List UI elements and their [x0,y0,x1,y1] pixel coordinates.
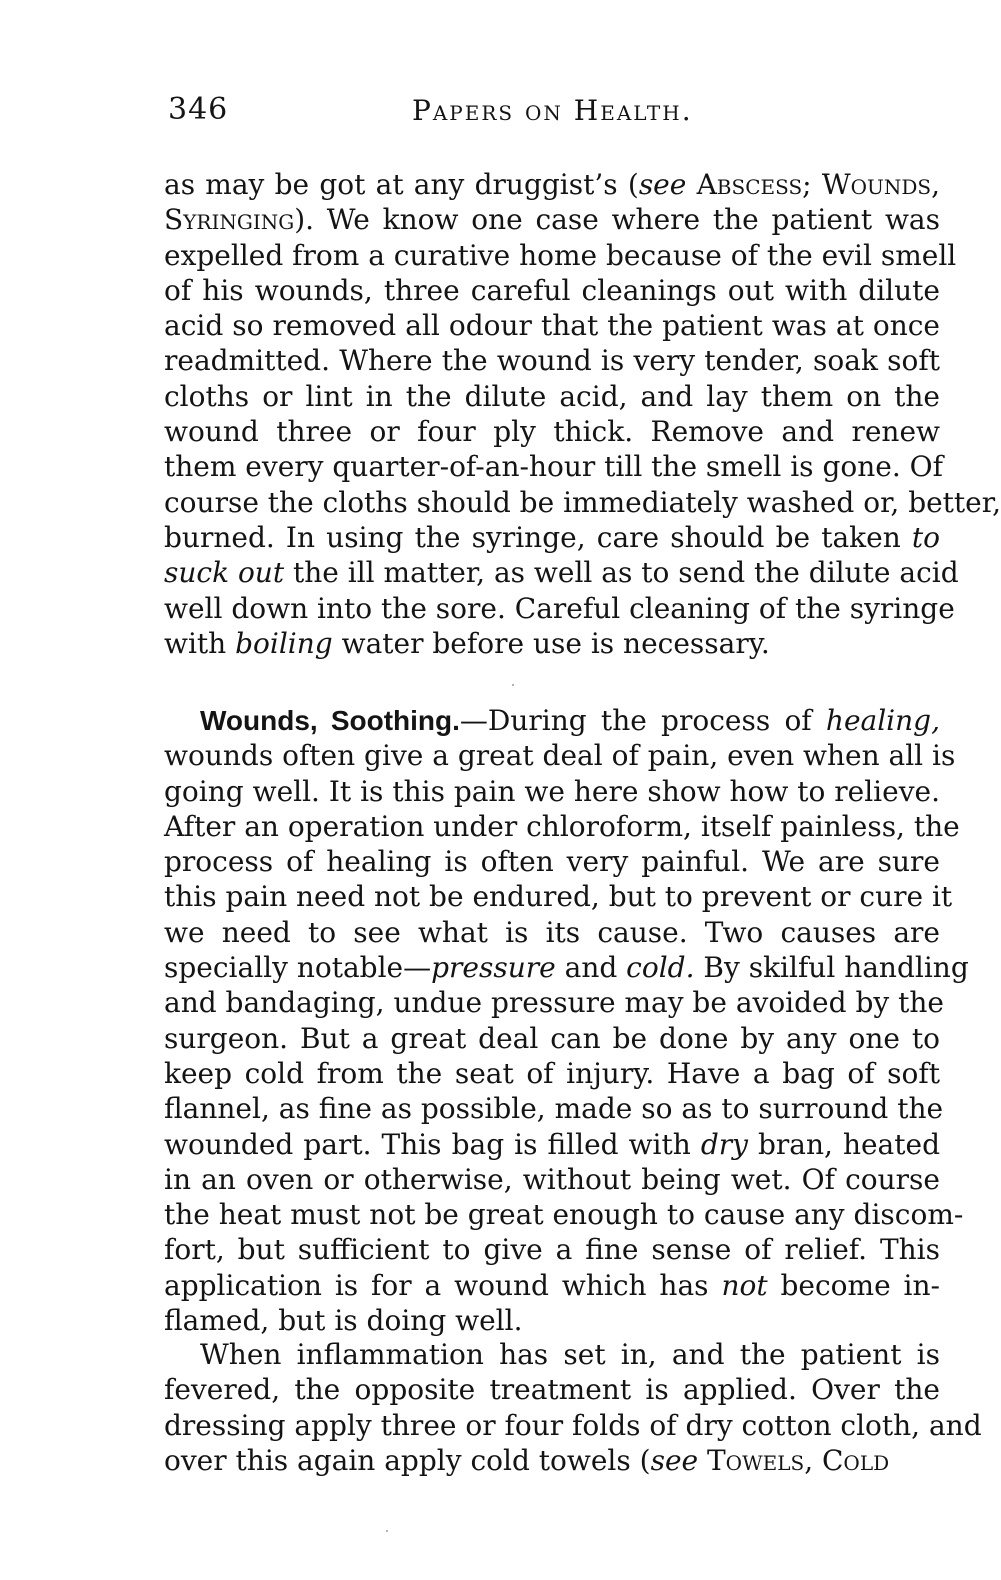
text-line [164,703,940,738]
text-line [164,844,940,879]
text-line [164,1337,940,1372]
text-line [164,591,955,626]
text-run: cold. [626,951,695,985]
text-run: ; [802,168,822,201]
text-run: the heat must not be great enough to cause any discom- [164,1198,964,1232]
text-line [164,879,953,914]
text-line [164,202,940,237]
text-run: and bandaging, undue pressure may be avoided by the [164,986,944,1020]
text-line [164,449,943,484]
text-run: flamed, but is doing well. [164,1304,523,1338]
text-line [164,1268,940,1303]
text-run: surgeon. But a great deal can be done by any one to [164,1021,940,1055]
text-run: acid so removed all odour that the patient was at once [164,309,940,343]
text-run: dry [700,1127,748,1161]
text-run: become in- [767,1268,940,1302]
text-line [164,1408,982,1443]
text-line [164,1091,944,1126]
text-line [164,915,940,950]
text-line [164,520,940,555]
text-run: and [555,951,627,985]
text-run: of his wounds, three careful cleanings out with dilute [164,273,940,307]
text-run: wound three or four ply thick. Remove and renew [164,415,940,449]
text-line [164,1443,940,1478]
text-run: see [650,1443,699,1477]
text-line [164,555,959,590]
text-run [698,1444,707,1477]
text-line [164,379,940,414]
text-run: When inflammation has set in, and the patient is [200,1338,940,1371]
text-run: we need to see what is its cause. Two causes are [164,915,940,949]
text-line [164,485,1001,520]
text-run: By skilful handling [694,951,969,985]
text-line [164,273,940,308]
print-speck [512,684,514,686]
text-run: fevered, the opposite treatment is applied. Over the [164,1373,940,1407]
text-line [164,738,956,773]
text-run: over this again apply cold towels ( [164,1443,651,1477]
text-run: wounded part. This bag is filled with [164,1127,701,1161]
text-line [164,1162,940,1197]
text-line [164,985,944,1020]
text-run: readmitted. Where the wound is very tender, soak soft [164,344,940,378]
text-run: fort, but sufficient to give a fine sense of relief. This [164,1233,940,1267]
text-line [164,1197,964,1232]
text-run: dressing apply three or four folds of dry cotton cloth, and [164,1408,982,1442]
text-run: flannel, as fine as possible, made so as to surround the [164,1092,944,1126]
text-line [164,1127,940,1162]
text-line [164,1021,940,1056]
text-line [164,950,969,985]
continued-paragraph [164,167,1001,661]
text-run: wounds often give a great deal of pain, even when all is [164,739,956,773]
text-line [164,414,940,449]
text-run: pressure [431,951,556,985]
text-line [164,774,940,809]
text-run: Wounds, [821,168,941,201]
text-run: cloths or lint in the dilute acid, and lay them on the [164,379,940,413]
text-run: keep cold from the seat of injury. Have a bag of soft [164,1056,940,1090]
text-run: boiling [235,626,333,660]
text-run: expelled from a curative home because of the evil smell [164,238,957,272]
text-run: as may be got at any druggist’s ( [164,168,639,201]
text-run: healing, [825,704,940,737]
text-run: well down into the sore. Careful cleaning of the syringe [164,591,955,625]
print-speck [386,1530,388,1532]
text-run: water before use is necessary. [332,626,770,660]
text-line [164,809,960,844]
text-run: Towels, Cold [707,1443,890,1477]
text-run: specially notable— [164,951,432,985]
inflammation-paragraph [164,1337,982,1478]
text-run: the ill matter, as well as to send the dilute acid [284,556,959,590]
text-run: After an operation under chloroform, itself painless, the [164,809,960,843]
text-run: to [911,520,940,554]
text-run: this pain need not be endured, but to prevent or cure it [164,880,953,914]
text-run: Syringing [164,203,295,237]
section-heading: Wounds, Soothing. [200,705,460,736]
text-line [164,1372,940,1407]
text-run: going well. It is this pain we here show how to relieve. [164,774,940,808]
text-run: in an oven or otherwise, without being wet. Of course [164,1162,940,1196]
text-line [164,1056,940,1091]
text-run: them every quarter-of-an-hour till the smell is gone. Of [164,450,943,484]
text-run: with [164,626,236,660]
text-run: ). We know one case where the patient was [294,203,940,237]
text-run: not [721,1268,768,1302]
text-run: burned. In using the syringe, care should be taken [164,520,912,554]
text-line [164,343,940,378]
text-line [164,308,940,343]
text-run: process of healing is often very painful. We are sure [164,845,940,879]
text-run: suck out [164,556,285,590]
text-line [164,1232,940,1267]
running-header [168,92,940,134]
wounds-soothing-section [164,703,969,1338]
text-run: course the cloths should be immediately washed or, better, [164,485,1001,519]
running-head-title: Papers on Health. [412,94,693,127]
text-line [164,626,940,661]
text-run: Abscess [696,168,803,201]
text-line [164,167,940,202]
text-run: bran, heated [747,1127,940,1161]
text-run: —During the process of [459,704,826,737]
page-number: 346 [168,92,229,127]
text-line [164,238,957,273]
text-run: see [638,168,687,201]
text-run: application is for a wound which has [164,1268,722,1302]
text-line [164,1303,940,1338]
text-run [686,168,696,201]
